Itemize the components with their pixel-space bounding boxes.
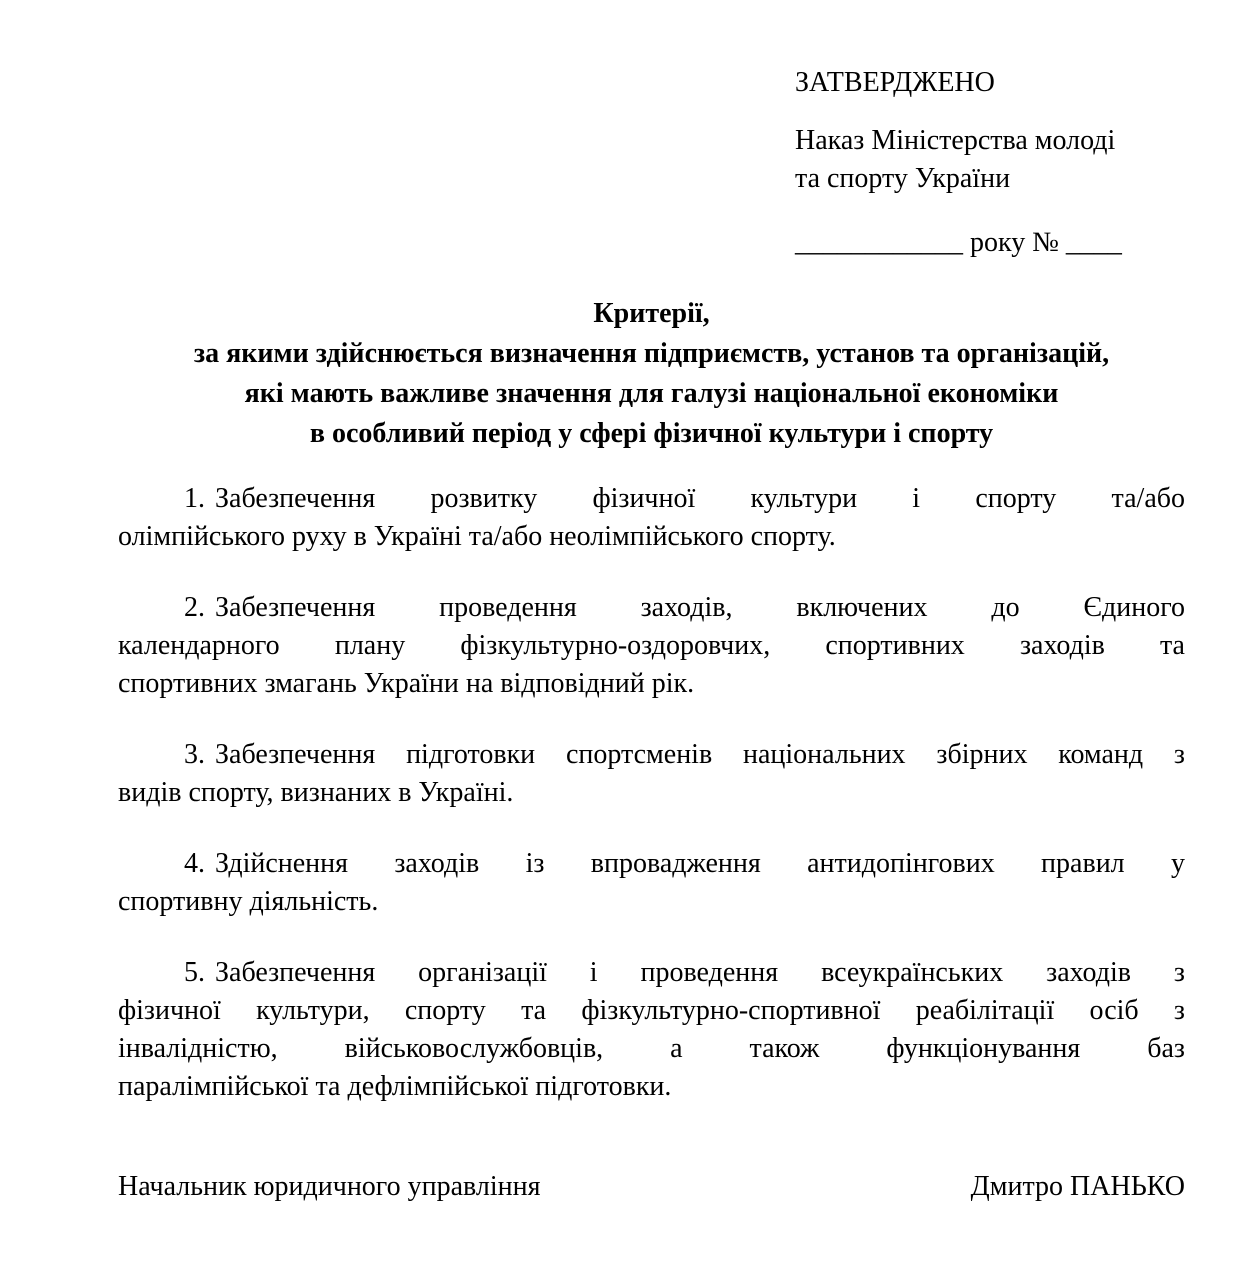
paragraph-line: Забезпечення організації і проведення всеукраїнських заходів з: [215, 957, 1185, 988]
paragraph-first-line: [184, 954, 1185, 992]
approval-block: [795, 64, 1185, 262]
paragraph-first-line: [184, 480, 1185, 518]
criterion-paragraph-1: [118, 480, 1185, 556]
paragraph-line: олімпійського руху в Україні та/або неолімпійського спорту.: [118, 521, 836, 552]
approval-date-number-line: ____________ року № ____: [795, 227, 1122, 258]
paragraph-number: 3.: [184, 739, 205, 770]
document-title: [118, 294, 1185, 454]
paragraph-line: спортивних змагань України на відповідний рік.: [118, 668, 695, 699]
approval-label: ЗАТВЕРДЖЕНО: [795, 67, 995, 98]
paragraph-first-line: [184, 736, 1185, 774]
approval-order-line-1: Наказ Міністерства молоді: [795, 125, 1116, 156]
signature-row: [118, 1168, 1185, 1206]
paragraph-line: видів спорту, визнаних в Україні.: [118, 777, 514, 808]
paragraph-line: Забезпечення розвитку фізичної культури і спорту та/або: [215, 483, 1185, 514]
paragraph-line: фізичної культури, спорту та фізкультурно-спортивної реабілітації осіб з: [118, 995, 1185, 1026]
signature-name: Дмитро ПАНЬКО: [970, 1171, 1185, 1202]
paragraph-line: спортивну діяльність.: [118, 886, 379, 917]
approval-order-line-2: та спорту України: [795, 163, 1011, 194]
paragraph-number: 4.: [184, 848, 205, 879]
paragraph-line: паралімпійської та дефлімпійської підготовки.: [118, 1071, 672, 1102]
paragraph-number: 2.: [184, 592, 205, 623]
paragraph-line: Здійснення заходів із впровадження антидопінгових правил у: [215, 848, 1185, 879]
paragraph-first-line: [184, 589, 1185, 627]
paragraph-number: 1.: [184, 483, 205, 514]
title-line-2: за якими здійснюється визначення підприємств, установ та організацій,: [193, 338, 1110, 369]
paragraph-line: Забезпечення проведення заходів, включених до Єдиного: [215, 592, 1185, 623]
paragraph-line: календарного плану фізкультурно-оздоровчих, спортивних заходів та: [118, 630, 1185, 661]
criterion-paragraph-5: [118, 954, 1185, 1106]
title-line-4: в особливий період у сфері фізичної культури і спорту: [309, 418, 994, 449]
title-line-3: які мають важливе значення для галузі національної економіки: [244, 378, 1059, 409]
criterion-paragraph-4: [118, 845, 1185, 921]
criterion-paragraph-2: [118, 589, 1185, 703]
paragraph-line: Забезпечення підготовки спортсменів національних збірних команд з: [215, 739, 1185, 770]
paragraph-line: інвалідністю, військовослужбовців, а також функціонування баз: [118, 1033, 1185, 1064]
criterion-paragraph-3: [118, 736, 1185, 812]
paragraph-number: 5.: [184, 957, 205, 988]
signature-position: Начальник юридичного управління: [118, 1171, 541, 1202]
title-line-1: Критерії,: [593, 298, 710, 329]
paragraph-first-line: [184, 845, 1185, 883]
